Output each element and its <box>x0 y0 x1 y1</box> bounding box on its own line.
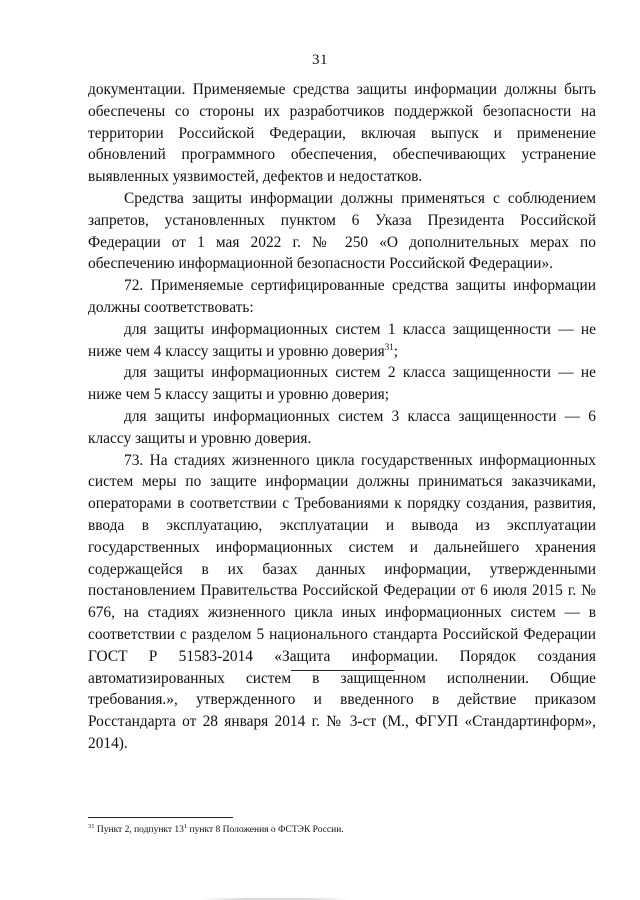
list-item-class-1-tail: ; <box>393 342 399 360</box>
footnote <box>88 824 596 837</box>
list-item-class-1-text: для защиты информационных систем 1 класса защищенности — не ниже чем 4 классу защиты и уровню доверия <box>88 320 596 360</box>
list-item-class-1 <box>88 319 596 363</box>
page-number: 31 <box>312 52 328 68</box>
document-body <box>88 79 596 755</box>
footnote-rule <box>88 817 233 818</box>
paragraph-prohibitions: Средства защиты информации должны применяться с соблюдением запретов, установленных пунктом 6 Указа Президента Российской Федерации от 1 мая 2022 г. № 250 «О дополнительных мерах по обеспечению информационной безопасности Российской Федерации». <box>88 189 596 273</box>
footnote-text-after: пункт 8 Положения о ФСТЭК России. <box>189 825 344 835</box>
footnote-text-before: Пункт 2, подпункт 13 <box>96 825 184 835</box>
list-item-class-2: для защиты информационных систем 2 класса защищенности — не ниже чем 5 классу защиты и уровню доверия; <box>88 364 596 404</box>
footnote-marker: 31 <box>88 822 95 830</box>
paragraph-continuation: документации. Применяемые средства защиты информации должны быть обеспечены со стороны их разработчиков поддержкой безопасности на территории Российской Федерации, включая выпуск и применение обновлений программного обеспечения, обеспечивающих устранение выявленных уязвимостей, дефектов и недостатков. <box>88 81 596 186</box>
paragraph-clause-73: 73. На стадиях жизненного цикла государственных информационных систем меры по защите информации должны приниматься заказчиками, операторами в соответствии с Требованиями к порядку создания, развития, ввода в эксплуатацию, эксплуатации и вывода из эксплуатации государственных информационных систем и дальнейшего хранения содержащейся в их базах данных информации, утвержденными постановлением Правительства Российской Федерации от 6 июля 2015 г. № 676, на стадиях жизненного цикла иных информационных систем — в соответствии с разделом 5 национального стандарта Российской Федерации ГОСТ Р 51583-2014 «Защита информации. Порядок создания автоматизированных систем в защищенном исполнении. Общие требования.», утвержденного и введенного в действие приказом Росстандарта от 28 января 2014 г. № 3-ст (М., ФГУП «Стандартинформ», 2014). <box>88 451 596 752</box>
list-item-class-3: для защиты информационных систем 3 класса защищенности — 6 классу защиты и уровню доверия. <box>88 407 596 447</box>
footnote-text-sup: 1 <box>183 822 188 830</box>
footnote-reference: 31 <box>384 341 394 352</box>
paragraph-clause-72: 72. Применяемые сертифицированные средства защиты информации должны соответствовать: <box>88 277 596 316</box>
end-separator-line <box>291 670 394 671</box>
